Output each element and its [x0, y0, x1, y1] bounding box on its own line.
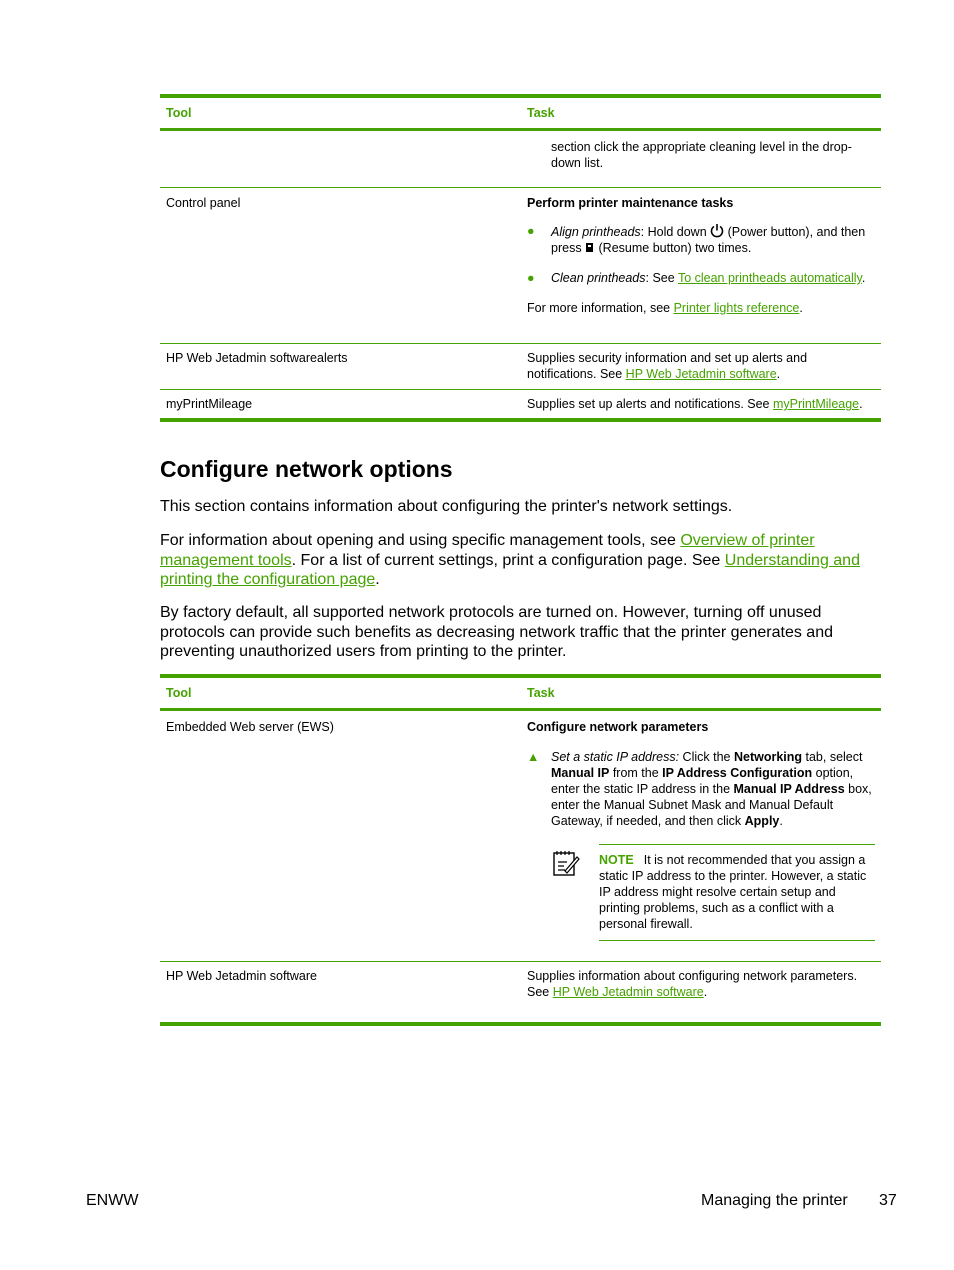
footer-section: Managing the printer	[701, 1192, 848, 1209]
page-number: 37	[879, 1192, 897, 1209]
footer-left: ENWW	[86, 1192, 139, 1209]
col-header-tool: Tool	[166, 686, 192, 700]
tool-myprintmileage: myPrintMileage	[166, 397, 253, 411]
link-clean-printheads[interactable]: To clean printheads automatically	[677, 271, 862, 285]
tools-paragraph: For information about opening and using specific management tools, see Overview of printer management tools. For a list of current settings, print a configuration page. See Understanding and printing the configuration page.	[160, 532, 860, 588]
tool-ews: Embedded Web server (EWS)	[166, 720, 334, 734]
note-text: It is not recommended that you assign a static IP address to the printer. However, a static IP address might resolve certain setup and printing problems, such as a conflict with a personal firewall.	[599, 853, 867, 931]
table-row	[160, 130, 881, 188]
bullet-icon: ●	[527, 224, 535, 238]
link-config-page[interactable]: Understanding and printing the configuration page	[160, 551, 860, 588]
intro-paragraph: This section contains information about configuring the printer's network settings.	[160, 498, 733, 515]
protocols-paragraph: By factory default, all supported network protocols are turned on. However, turning off unused protocols can provide such benefits as decreasing network traffic that the printer generates and preventing unauthorized users from printing to the printer.	[160, 604, 833, 660]
triangle-bullet-icon: ▲	[527, 750, 540, 764]
resume-button-icon	[585, 242, 595, 253]
tool-control-panel: Control panel	[166, 196, 241, 210]
bullet-icon: ●	[527, 271, 535, 285]
link-webjetadmin[interactable]: HP Web Jetadmin software	[625, 367, 777, 381]
link-printer-lights[interactable]: Printer lights reference	[673, 301, 800, 315]
network-heading: Configure network parameters	[527, 720, 709, 734]
list-item: ▲ Set a static IP address: Click the Networking tab, select Manual IP from the IP Address Configuration option, enter the static IP address in the Manual IP Address box, enter the Manual Subnet Mask and Manual Default Gateway, if needed, and then click Apply.	[527, 750, 872, 828]
list-item: ● Align printheads: Hold down (Power button), and then press (Resume button) two times.	[527, 224, 866, 255]
table-row: HP Web Jetadmin software Supplies information about configuring network parameters. See HP Web Jetadmin software.	[160, 962, 881, 1025]
note-icon	[551, 849, 581, 879]
table-row	[160, 188, 881, 344]
maintenance-table	[160, 94, 881, 422]
cleaning-continued-text: section click the appropriate cleaning level in the drop-down list.	[551, 140, 852, 170]
note-label: NOTE	[599, 853, 634, 867]
tool-webjet: HP Web Jetadmin software	[166, 969, 317, 983]
table-row: myPrintMileage Supplies set up alerts and notifications. See myPrintMileage.	[160, 390, 881, 421]
section-title: Configure network options	[160, 456, 453, 482]
table-row	[160, 710, 881, 962]
more-info-text: For more information, see Printer lights reference.	[527, 301, 803, 315]
col-header-task: Task	[527, 686, 555, 700]
network-table	[160, 674, 881, 1026]
list-item: ● Clean printheads: See To clean printheads automatically.	[527, 271, 866, 285]
col-header-tool: Tool	[166, 106, 192, 120]
table-row: HP Web Jetadmin softwarealerts Supplies security information and set up alerts and notifications. See HP Web Jetadmin software.	[160, 344, 881, 390]
note-box	[599, 844, 875, 941]
power-button-icon	[710, 223, 724, 238]
tool-webjet-alerts: HP Web Jetadmin softwarealerts	[166, 351, 348, 365]
link-myprintmileage[interactable]: myPrintMileage	[772, 397, 860, 411]
link-overview-tools[interactable]: Overview of printer management tools	[160, 532, 815, 569]
col-header-task: Task	[527, 106, 555, 120]
maintenance-heading: Perform printer maintenance tasks	[527, 196, 734, 210]
link-webjetadmin[interactable]: HP Web Jetadmin software	[552, 985, 704, 999]
